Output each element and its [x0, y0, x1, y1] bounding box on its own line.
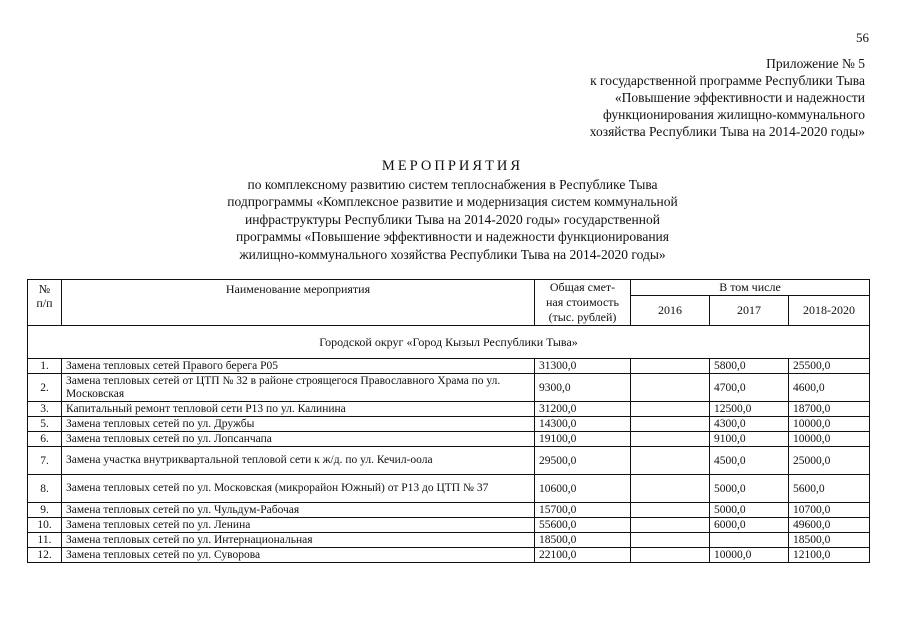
- row-name: Замена тепловых сетей по ул. Чульдум-Рабочая: [62, 503, 535, 518]
- row-total: 14300,0: [535, 417, 631, 432]
- table-row: [28, 402, 870, 417]
- page-number: 56: [856, 30, 869, 45]
- header-year-2016: 2016: [631, 296, 710, 326]
- row-total: 29500,0: [535, 447, 631, 475]
- row-number: 9.: [28, 503, 62, 518]
- row-name: Замена тепловых сетей по ул. Ленина: [62, 518, 535, 533]
- row-name: Замена тепловых сетей по ул. Московская (микрорайон Южный) от Р13 до ЦТП № 37: [62, 475, 535, 503]
- header-year-2018-2020: 2018-2020: [789, 296, 870, 326]
- row-name: Замена участка внутриквартальной тепловой сети к ж/д. по ул. Кечил-оола: [62, 447, 535, 475]
- row-2018-2020: 10700,0: [789, 503, 870, 518]
- row-2016: [631, 533, 710, 548]
- row-number: 12.: [28, 548, 62, 563]
- row-2018-2020: 18500,0: [789, 533, 870, 548]
- row-number: 6.: [28, 432, 62, 447]
- row-2017: 4500,0: [710, 447, 789, 475]
- annex-line-4: функционирования жилищно-коммунального: [602, 107, 865, 122]
- row-2017: [710, 533, 789, 548]
- header-number-line-1: №: [38, 282, 51, 296]
- row-number: 2.: [28, 374, 62, 402]
- header-including: В том числе: [631, 280, 870, 296]
- row-2016: [631, 432, 710, 447]
- row-2016: [631, 475, 710, 503]
- header-year-2017: 2017: [710, 296, 789, 326]
- annex-line-2: к государственной программе Республики Тыва: [590, 73, 865, 88]
- row-2018-2020: 10000,0: [789, 432, 870, 447]
- row-2016: [631, 374, 710, 402]
- table-row: [28, 447, 870, 475]
- row-total: 31300,0: [535, 359, 631, 374]
- row-2018-2020: 10000,0: [789, 417, 870, 432]
- row-total: 55600,0: [535, 518, 631, 533]
- row-number: 1.: [28, 359, 62, 374]
- table-row: [28, 417, 870, 432]
- header-total-line-1: Общая смет-: [549, 280, 616, 294]
- table-row: [28, 359, 870, 374]
- header-total-line-3: (тыс. рублей): [548, 310, 617, 324]
- row-name: Замена тепловых сетей Правого берега Р05: [62, 359, 535, 374]
- title-line-1: по комплексному развитию систем теплоснабжения в Республике Тыва: [247, 176, 658, 192]
- annex-heading: [590, 55, 865, 140]
- title-line-3: инфраструктуры Республики Тыва на 2014-2020 годы» государственной: [245, 211, 660, 227]
- annex-line-3: «Повышение эффективности и надежности: [614, 90, 865, 105]
- row-total: 19100,0: [535, 432, 631, 447]
- row-number: 8.: [28, 475, 62, 503]
- title-main: МЕРОПРИЯТИЯ: [381, 158, 524, 174]
- row-number: 7.: [28, 447, 62, 475]
- row-2018-2020: 12100,0: [789, 548, 870, 563]
- measures-table: [27, 279, 870, 563]
- row-total: 10600,0: [535, 475, 631, 503]
- row-name: Замена тепловых сетей по ул. Суворова: [62, 548, 535, 563]
- row-total: 18500,0: [535, 533, 631, 548]
- table-row: [28, 503, 870, 518]
- title-line-2: подпрограммы «Комплексное развитие и модернизация систем коммунальной: [227, 194, 678, 209]
- title-line-5: жилищно-коммунального хозяйства Республики Тыва на 2014-2020 годы»: [239, 246, 666, 262]
- row-name: Замена тепловых сетей по ул. Интернациональная: [62, 533, 535, 548]
- section-header: Городской округ «Город Кызыл Республики Тыва»: [28, 326, 870, 359]
- table-row: [28, 518, 870, 533]
- row-name: Замена тепловых сетей по ул. Дружбы: [62, 417, 535, 432]
- row-2018-2020: 4600,0: [789, 374, 870, 402]
- row-2018-2020: 25500,0: [789, 359, 870, 374]
- row-2018-2020: 18700,0: [789, 402, 870, 417]
- row-2017: 5000,0: [710, 475, 789, 503]
- header-total-line-2: ная стоимость: [545, 295, 620, 309]
- row-name: Капитальный ремонт тепловой сети Р13 по ул. Калинина: [62, 402, 535, 417]
- title-line-4: программы «Повышение эффективности и надежности функционирования: [236, 229, 669, 244]
- row-2017: 4700,0: [710, 374, 789, 402]
- row-total: 15700,0: [535, 503, 631, 518]
- table-row: [28, 475, 870, 503]
- row-2017: 4300,0: [710, 417, 789, 432]
- row-total: 31200,0: [535, 402, 631, 417]
- row-2018-2020: 5600,0: [789, 475, 870, 503]
- row-2016: [631, 447, 710, 475]
- row-number: 5.: [28, 417, 62, 432]
- row-2017: 9100,0: [710, 432, 789, 447]
- row-total: 22100,0: [535, 548, 631, 563]
- annex-line-1: Приложение № 5: [766, 56, 865, 71]
- row-2016: [631, 402, 710, 417]
- header-total-cost: [535, 280, 631, 326]
- row-2018-2020: 49600,0: [789, 518, 870, 533]
- row-name: Замена тепловых сетей по ул. Лопсанчапа: [62, 432, 535, 447]
- row-2016: [631, 417, 710, 432]
- header-number: [28, 280, 62, 326]
- row-2016: [631, 548, 710, 563]
- header-name: Наименование мероприятия: [62, 280, 535, 326]
- document-title: [0, 158, 905, 263]
- table-row: [28, 533, 870, 548]
- row-2017: 12500,0: [710, 402, 789, 417]
- row-2016: [631, 518, 710, 533]
- table-row: [28, 432, 870, 447]
- table-row: [28, 374, 870, 402]
- row-number: 3.: [28, 402, 62, 417]
- row-2016: [631, 503, 710, 518]
- annex-line-5: хозяйства Республики Тыва на 2014-2020 годы»: [589, 124, 865, 139]
- row-number: 10.: [28, 518, 62, 533]
- row-2016: [631, 359, 710, 374]
- row-2017: 10000,0: [710, 548, 789, 563]
- row-name: Замена тепловых сетей от ЦТП № 32 в районе строящегося Православного Храма по ул. Московская: [62, 374, 535, 402]
- row-2018-2020: 25000,0: [789, 447, 870, 475]
- row-total: 9300,0: [535, 374, 631, 402]
- row-2017: 5800,0: [710, 359, 789, 374]
- row-number: 11.: [28, 533, 62, 548]
- row-2017: 5000,0: [710, 503, 789, 518]
- header-number-line-2: п/п: [36, 296, 53, 310]
- table-row: [28, 548, 870, 563]
- row-2017: 6000,0: [710, 518, 789, 533]
